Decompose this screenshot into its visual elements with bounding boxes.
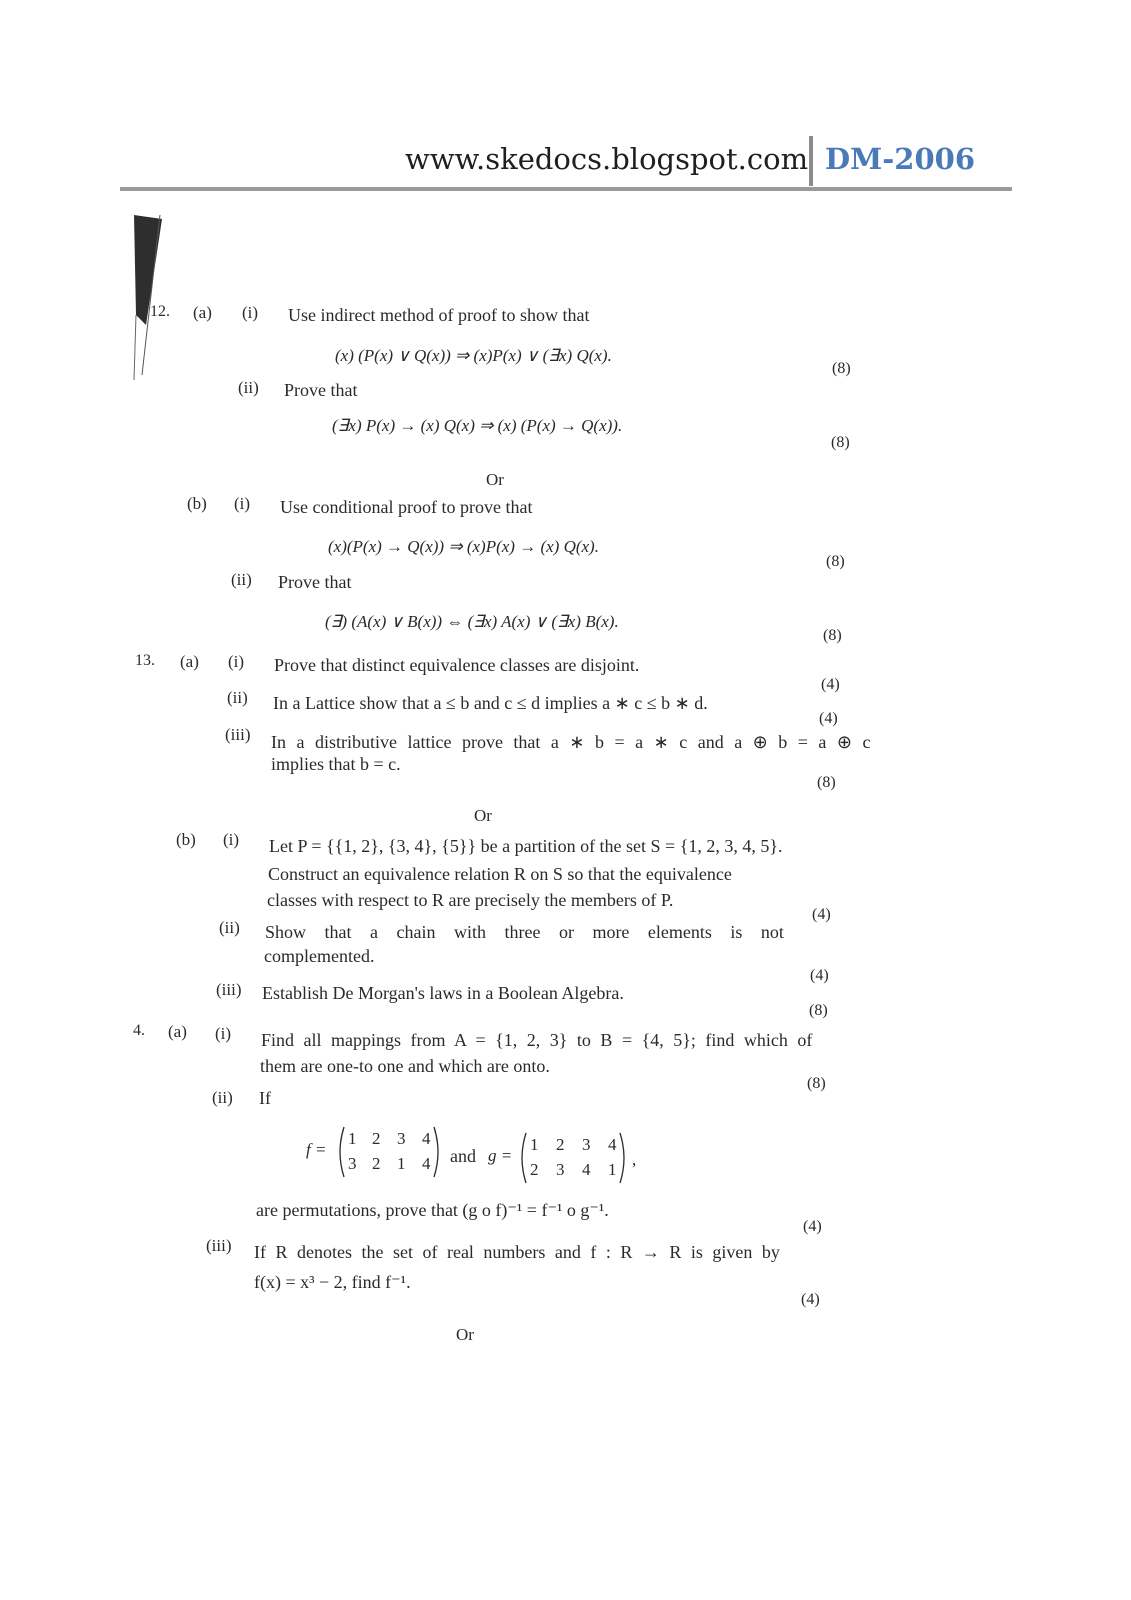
q14-a-label: (a) (168, 1022, 187, 1041)
q13-b-i-text-1: Let P = {{1, 2}, {3, 4}, {5}} be a partition of the set S = {1, 2, 3, 4, 5}. (269, 836, 783, 856)
q14-a-i-text-2: them are one-to one and which are onto. (260, 1056, 550, 1076)
q13-b-ii-text-2: complemented. (264, 946, 375, 966)
q13-b-iii-marks: (8) (809, 1002, 828, 1019)
header-rule (120, 187, 1012, 191)
q14-a-i-marks: (8) (807, 1075, 826, 1092)
q13-a-label: (a) (180, 652, 199, 671)
q13-b-i-text-3: classes with respect to R are precisely the members of P. (267, 890, 674, 910)
g-bot-1: 3 (556, 1160, 565, 1179)
q12-b-i-formula: (x)(P(x) → Q(x)) ⇒ (x)P(x) → (x) Q(x). (328, 537, 599, 556)
q14-a-i-text-1: Find all mappings from A = {1, 2, 3} to B = {4, 5}; find which of (261, 1030, 813, 1050)
q14-a-ii-marks: (4) (803, 1218, 822, 1235)
q14-a-iii-text-2: f(x) = x³ − 2, find f⁻¹. (254, 1272, 411, 1292)
matrix-end-comma: , (632, 1150, 637, 1169)
q12-b-i-marks: (8) (826, 553, 845, 570)
q13-b-iii-label: (iii) (216, 980, 242, 999)
f-top-3: 4 (422, 1129, 431, 1148)
f-bot-2: 1 (397, 1154, 406, 1173)
q12-a-i-marks: (8) (832, 360, 851, 377)
q12-a-i-label: (i) (242, 303, 259, 322)
q14-a-ii-text: If (259, 1088, 271, 1108)
scan-binding-mark (132, 215, 168, 385)
f-matrix (334, 1124, 444, 1180)
q13-b-iii-text: Establish De Morgan's laws in a Boolean Algebra. (262, 983, 624, 1003)
f-bot-0: 3 (348, 1154, 357, 1173)
q13-b-i-label: (i) (223, 830, 240, 849)
q14-a-iii-text-1: If R denotes the set of real numbers and f : R → R is given by (254, 1242, 780, 1262)
q13-b-ii-label: (ii) (219, 918, 240, 937)
q13-a-ii-marks: (4) (819, 710, 838, 727)
q14-a-i-label: (i) (215, 1024, 232, 1043)
g-top-2: 3 (582, 1135, 591, 1154)
q13-a-iii-label: (iii) (225, 725, 251, 744)
f-label: f = (306, 1140, 327, 1159)
q13-b-ii-text-1: Show that a chain with three or more elements is not (265, 922, 784, 942)
q12-b-label: (b) (187, 494, 207, 513)
header-exam-code: DM-2006 (825, 142, 975, 176)
g-label: g = (488, 1146, 513, 1165)
q12-b-ii-formula: (∃) (A(x) ∨ B(x)) ⇔ (∃x) A(x) ∨ (∃x) B(x). (325, 612, 619, 631)
q13-a-ii-label: (ii) (227, 688, 248, 707)
header-site-url: www.skedocs.blogspot.com (405, 142, 809, 176)
q12-a-i-formula: (x) (P(x) ∨ Q(x)) ⇒ (x)P(x) ∨ (∃x) Q(x). (335, 346, 612, 365)
f-top-0: 1 (348, 1129, 357, 1148)
g-bot-2: 4 (582, 1160, 591, 1179)
q13-a-i-label: (i) (228, 652, 245, 671)
g-top-1: 2 (556, 1135, 565, 1154)
q12-a-ii-formula: (∃x) P(x) → (x) Q(x) ⇒ (x) (P(x) → Q(x)). (332, 416, 623, 435)
q13-a-i-text: Prove that distinct equivalence classes are disjoint. (274, 655, 640, 675)
q12-a-label: (a) (193, 303, 212, 322)
f-top-1: 2 (372, 1129, 381, 1148)
q13-b-i-marks: (4) (812, 906, 831, 923)
q12-a-ii-text: Prove that (284, 380, 358, 400)
q13-number: 13. (135, 652, 155, 669)
q13-a-i-marks: (4) (821, 676, 840, 693)
q12-b-ii-marks: (8) (823, 627, 842, 644)
q14-a-ii-text-2: are permutations, prove that (g o f)⁻¹ = f⁻¹ o g⁻¹. (256, 1200, 609, 1220)
g-bot-3: 1 (608, 1160, 617, 1179)
and-label: and (450, 1146, 476, 1166)
q12-b-i-label: (i) (234, 494, 251, 513)
g-matrix (516, 1130, 632, 1186)
or-separator-1: Or (486, 470, 504, 489)
f-bot-3: 4 (422, 1154, 431, 1173)
g-top-3: 4 (608, 1135, 617, 1154)
q12-b-ii-label: (ii) (231, 570, 252, 589)
q13-b-label: (b) (176, 830, 196, 849)
q14-a-ii-label: (ii) (212, 1088, 233, 1107)
g-top-0: 1 (530, 1135, 539, 1154)
or-separator-3: Or (456, 1325, 474, 1344)
q12-b-i-text: Use conditional proof to prove that (280, 497, 533, 517)
q12-a-ii-marks: (8) (831, 434, 850, 451)
q13-b-i-text-2: Construct an equivalence relation R on S so that the equivalence (268, 864, 732, 884)
or-separator-2: Or (474, 806, 492, 825)
q12-a-ii-label: (ii) (238, 378, 259, 397)
f-bot-1: 2 (372, 1154, 381, 1173)
q13-a-iii-text-2: implies that b = c. (271, 754, 401, 774)
q12-b-ii-text: Prove that (278, 572, 352, 592)
q13-a-iii-text-1: In a distributive lattice prove that a ∗ b = a ∗ c and a ⊕ b = a ⊕ c (271, 732, 871, 752)
f-top-2: 3 (397, 1129, 406, 1148)
q13-a-iii-marks: (8) (817, 774, 836, 791)
header-divider (809, 136, 813, 186)
q12-number: 12. (150, 303, 170, 320)
q14-a-iii-marks: (4) (801, 1291, 820, 1308)
q13-a-ii-text: In a Lattice show that a ≤ b and c ≤ d implies a ∗ c ≤ b ∗ d. (273, 693, 708, 713)
g-bot-0: 2 (530, 1160, 539, 1179)
q13-b-ii-marks: (4) (810, 967, 829, 984)
q14-number: 4. (133, 1022, 145, 1039)
q12-a-i-text: Use indirect method of proof to show that (288, 305, 590, 325)
q14-a-iii-label: (iii) (206, 1236, 232, 1255)
